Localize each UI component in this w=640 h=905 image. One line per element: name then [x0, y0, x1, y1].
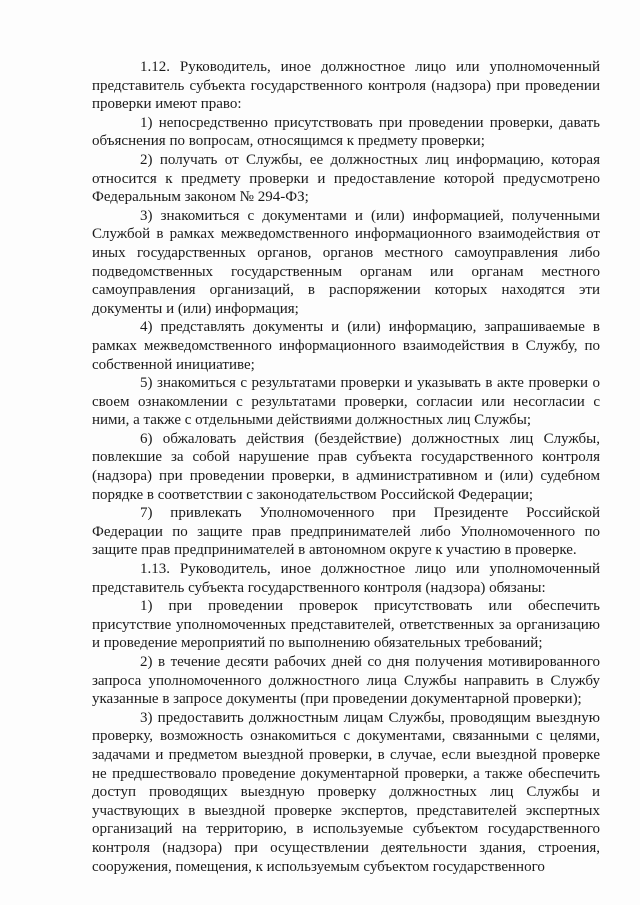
paragraph-1-13-intro: 1.13. Руководитель, иное должностное лицо или уполномоченный представитель субъекта государственного контроля (надзора) обязаны: — [92, 561, 600, 596]
paragraph-1-12-item-4: 4) представлять документы и (или) информацию, запрашиваемые в рамках межведомственного информационного взаимодействия в Службу, по собственной инициативе; — [92, 319, 600, 373]
paragraph-1-12-intro: 1.12. Руководитель, иное должностное лицо или уполномоченный представитель субъекта государственного контроля (надзора) при проведении проверки имеют право: — [92, 59, 600, 113]
paragraph-1-12-item-1: 1) непосредственно присутствовать при проведении проверки, давать объяснения по вопросам, относящимся к предмету проверки; — [92, 114, 600, 150]
paragraph-1-12-item-6: 6) обжаловать действия (бездействие) должностных лиц Службы, повлекшие за собой нарушение прав субъекта государственного контроля (надзора) при проведении проверки, в административном и (или) судебном порядке в соответствии с законодательством Российской Федерации; — [92, 430, 600, 503]
paragraph-1-12-item-5: 5) знакомиться с результатами проверки и указывать в акте проверки о своем ознакомлении с результатами проверки, согласии или несогласии с ними, а также с отдельными действиями должностных лиц Службы; — [92, 375, 600, 429]
document-body — [92, 58, 600, 876]
paragraph-1-12-item-7: 7) привлекать Уполномоченного при Президенте Российской Федерации по защите прав предпринимателей либо Уполномоченного по защите прав предпринимателей в автономном округе к участию в проверке. — [92, 505, 600, 559]
paragraph-1-13-item-3: 3) предоставить должностным лицам Службы, проводящим выездную проверку, возможность ознакомиться с документами, связанными с целями, задачами и предметом выездной проверки, в случае, если выездной проверке не предшествовало проведение документарной проверки, а также обеспечить доступ проводящих выездную проверку должностных лиц Службы и участвующих в выездной проверке экспертов, представителей экспертных организаций на территорию, в используемые субъектом государственного контроля (надзора) при осуществлении деятельности здания, строения, сооружения, помещения, к используемым субъектом государственного — [92, 709, 600, 875]
paragraph-1-12-item-3: 3) знакомиться с документами и (или) информацией, полученными Службой в рамках межведомственного информационного взаимодействия от иных государственных органов, органов местного самоуправления либо подведомственных государственным органам или органам местного самоуправления организаций, в распоряжении которых находятся эти документы и (или) информация; — [92, 207, 600, 317]
paragraph-1-13-item-2: 2) в течение десяти рабочих дней со дня получения мотивированного запроса уполномоченного должностного лица Службы направить в Службу указанные в запросе документы (при проведении документарной проверки); — [92, 654, 600, 708]
paragraph-1-12-item-2: 2) получать от Службы, ее должностных лиц информацию, которая относится к предмету проверки и предоставление которой предусмотрено Федеральным законом № 294-ФЗ; — [92, 151, 600, 206]
paragraph-1-13-item-1: 1) при проведении проверок присутствовать или обеспечить присутствие уполномоченных представителей, ответственных за организацию и проведение мероприятий по выполнению обязательных требований; — [92, 598, 600, 652]
